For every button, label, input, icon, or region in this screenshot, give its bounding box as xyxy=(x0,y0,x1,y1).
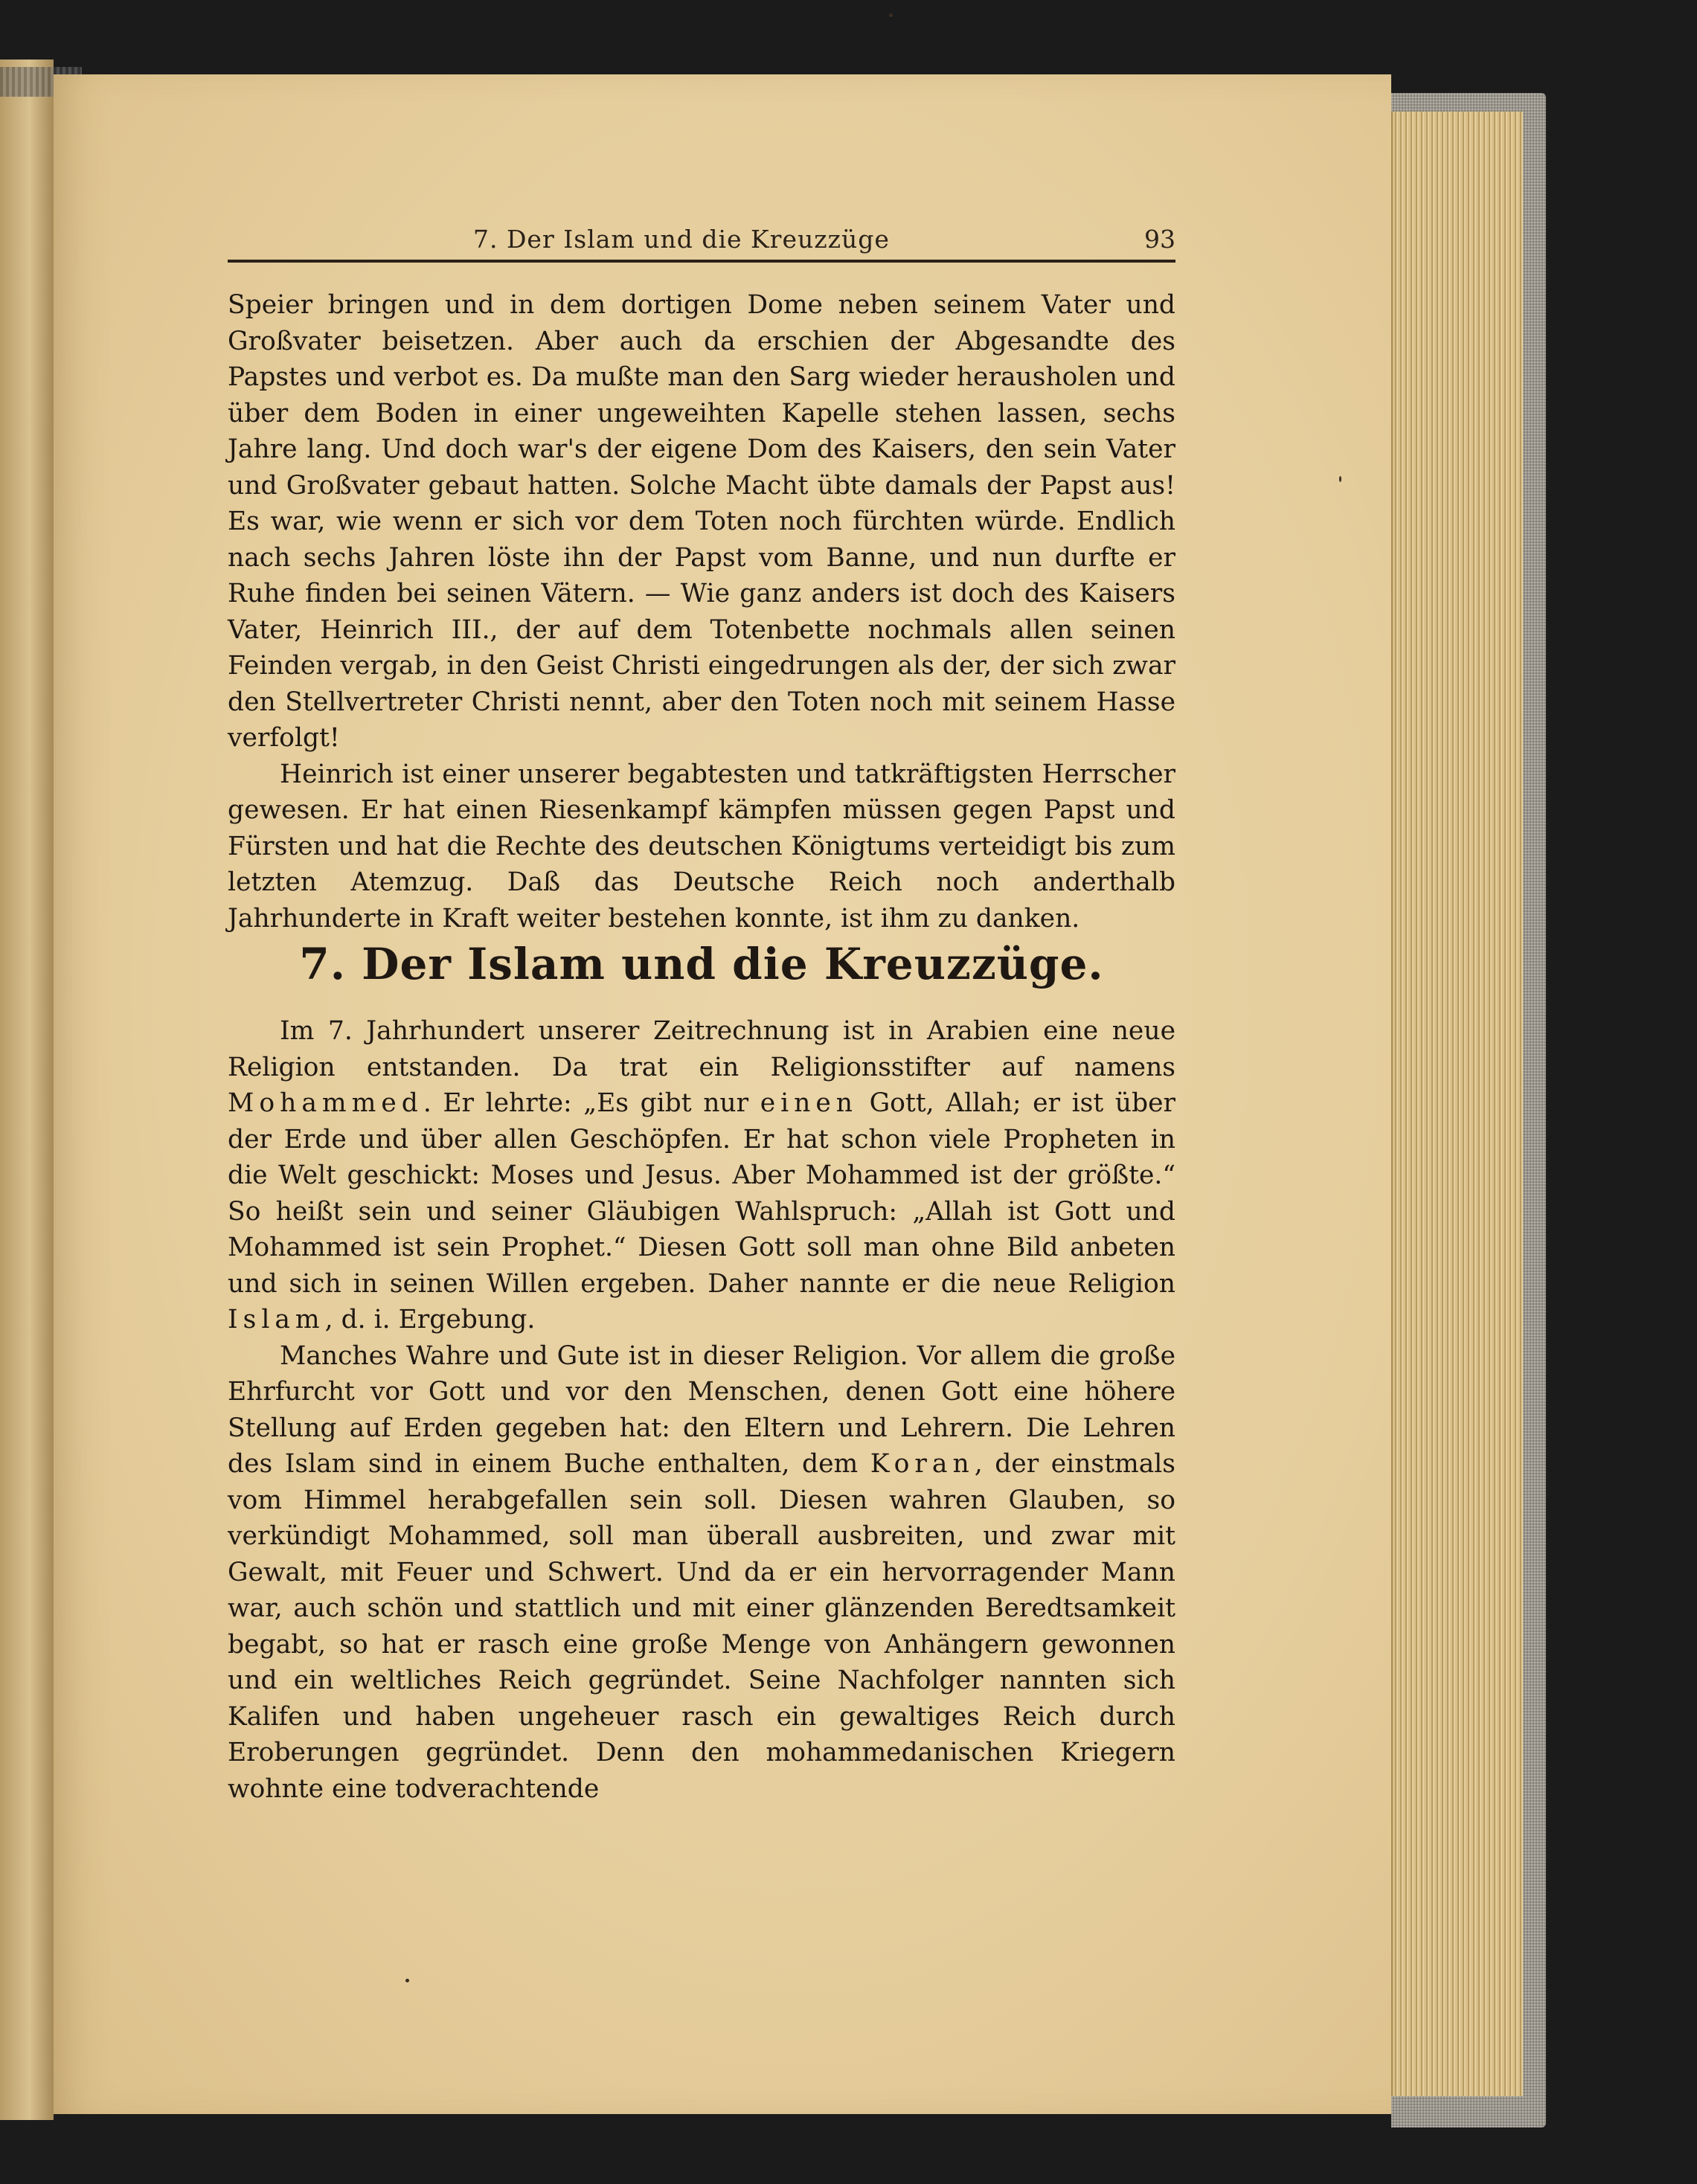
paragraph-4-text-a: Manches Wahre und Gute ist in dieser Religion. Vor allem die große Ehrfurcht vor Gott und vor den Menschen, denen Gott eine höhere Stellung auf Erden gegeben hat: den Eltern und Lehrern. Die Lehren des Islam sind in einem Buche enthalten, dem xyxy=(228,1340,1175,1479)
paragraph-3-text-a: Im 7. Jahrhundert unserer Zeitrechnung ist in Arabien eine neue Religion entstanden. Da trat ein Religionsstifter auf namens xyxy=(228,1016,1175,1082)
paragraph-3-text-d: , d. i. Ergebung. xyxy=(324,1305,536,1335)
running-header xyxy=(228,223,1175,265)
text-block-2 xyxy=(228,1013,1175,1807)
page-number: 93 xyxy=(1144,225,1175,254)
chapter-heading: 7. Der Islam und die Kreuzzüge. xyxy=(299,939,1104,989)
paragraph-3 xyxy=(228,1013,1175,1338)
header-rule xyxy=(228,260,1175,263)
page-block-edges xyxy=(1390,112,1523,2096)
name-mohammed: Mohammed xyxy=(228,1088,423,1118)
paper-speck xyxy=(889,13,893,17)
paragraph-4-text-b: , der einstmals vom Himmel herabgefallen sein soll. Diesen wahren Glauben, so verkündigt Mohammed, soll man überall ausbreiten, und zwar mit Gewalt, mit Feuer und Schwert. Und da er ein hervorragender Mann war, auch schön und stattlich und mit einer glänzenden Beredtsamkeit begabt, so hat er rasch eine große Menge von Anhängern gewonnen und ein weltliches Reich gegründet. Seine Nachfolger nannten sich Kalifen und haben ungeheuer rasch ein gewaltiges Reich durch Eroberungen gegründet. Denn den mohammedanischen Kriegern wohnte eine todverachtende xyxy=(228,1449,1175,1804)
text-block-1 xyxy=(228,287,1175,937)
running-title: 7. Der Islam und die Kreuzzüge xyxy=(473,225,890,254)
word-einen: einen xyxy=(760,1088,859,1118)
paragraph-3-text-b: . Er lehrte: „Es gibt nur xyxy=(423,1088,760,1118)
paper-speck xyxy=(1339,476,1341,482)
paragraph-2: Heinrich ist einer unserer begabtesten und tatkräftigsten Herrscher gewesen. Er hat einen Riesenkampf kämpfen müssen gegen Papst und Fürsten und hat die Rechte des deutschen Königtums verteidigt bis zum letzten Atemzug. Daß das Deutsche Reich noch anderthalb Jahrhunderte in Kraft weiter bestehen konnte, ist ihm zu danken. xyxy=(228,759,1175,934)
paragraph-3-text-c: Gott, Allah; er ist über der Erde und über allen Geschöpfen. Er hat schon viele Propheten in die Welt geschickt: Moses und Jesus. Aber Mohammed ist der größte.“ So heißt sein und seiner Gläubigen Wahlspruch: „Allah ist Gott und Mohammed ist sein Prophet.“ Diesen Gott soll man ohne Bild anbeten und sich in seinen Willen ergeben. Daher nannte er die neue Religion xyxy=(228,1088,1175,1299)
paragraph-4 xyxy=(228,1338,1175,1808)
paragraph-1: Speier bringen und in dem dortigen Dome neben seinem Vater und Großvater beisetzen. Aber auch da erschien der Abgesandte des Papstes und verbot es. Da mußte man den Sarg wieder herausholen und über dem Boden in einer ungeweihten Kapelle stehen lassen, sechs Jahre lang. Und doch war's der eigene Dom des Kaisers, den sein Vater und Großvater gebaut hatten. Solche Macht übte damals der Papst aus! Es war, wie wenn er sich vor dem Toten noch fürchten würde. Endlich nach sechs Jahren löste ihn der Papst vom Banne, und nun durfte er Ruhe finden bei seinen Vätern. — Wie ganz anders ist doch des Kaisers Vater, Heinrich III., der auf dem Totenbette nochmals allen seinen Feinden vergab, in den Geist Christi eingedrungen als der, der sich zwar den Stellvertreter Christi nennt, aber den Toten noch mit seinem Hasse verfolgt! xyxy=(228,290,1175,753)
previous-page-edge xyxy=(0,60,54,2120)
word-koran: Koran xyxy=(870,1449,975,1479)
paper-speck xyxy=(405,1979,409,1982)
word-islam: Islam xyxy=(228,1305,325,1335)
